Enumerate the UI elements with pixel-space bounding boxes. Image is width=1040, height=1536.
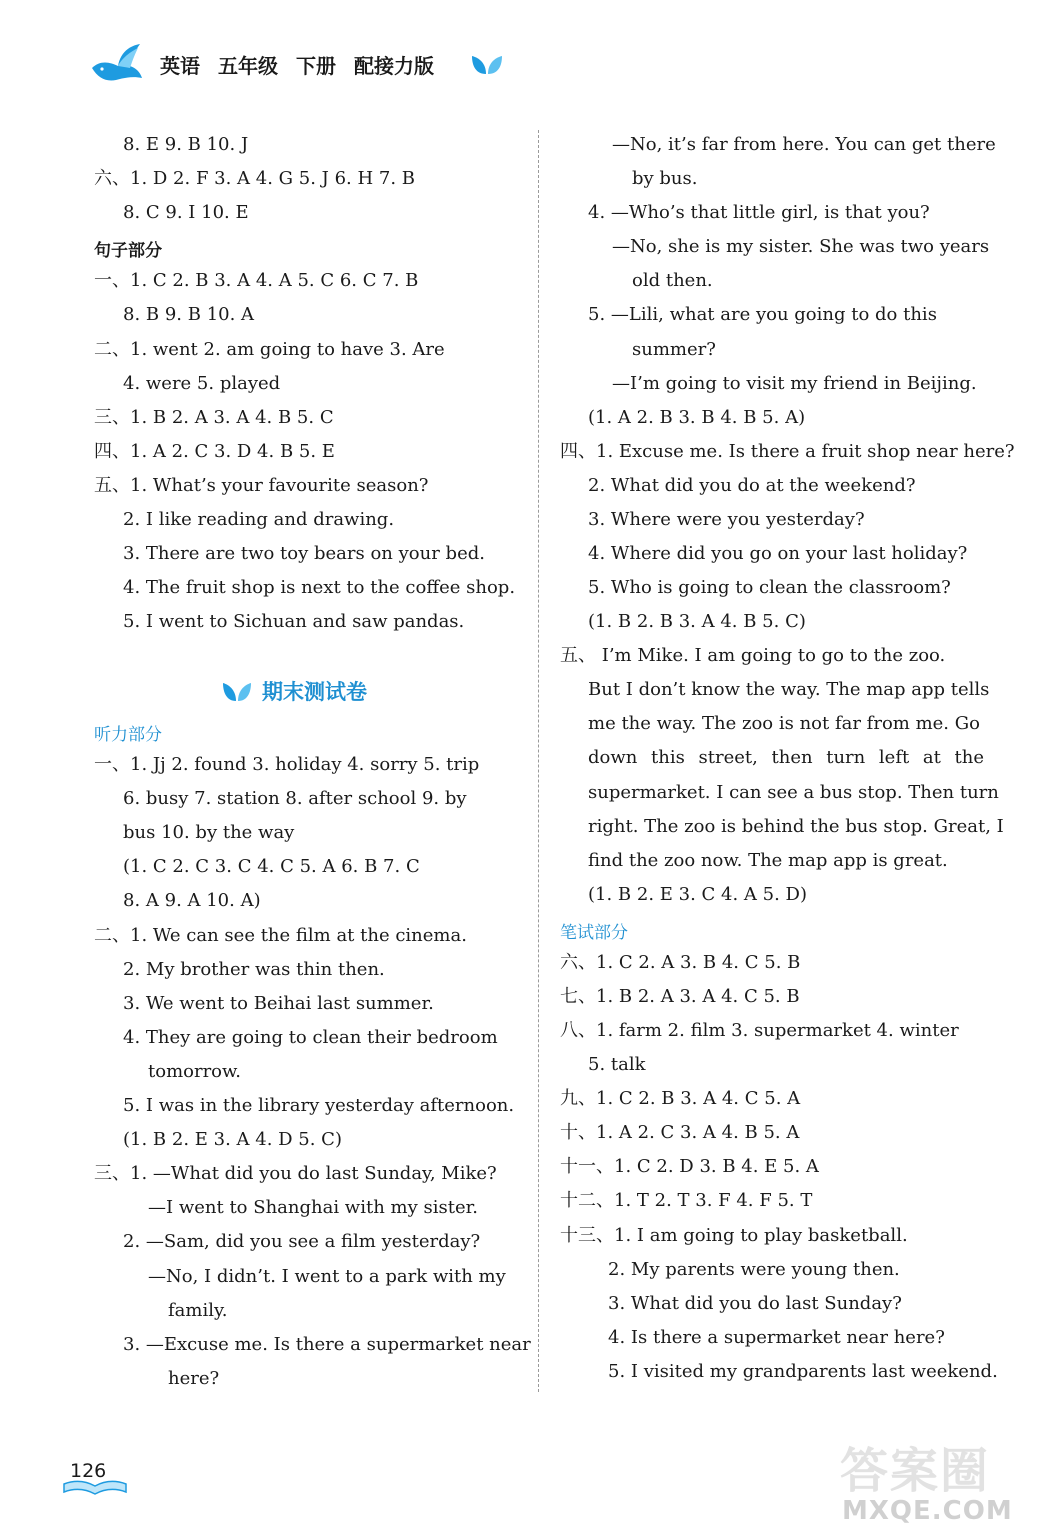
section-heading-written: 笔试部分 [560, 923, 628, 943]
answer-line: (1. B 2. E 3. C 4. A 5. D) [588, 884, 807, 905]
section-heading-listening: 听力部分 [94, 725, 162, 745]
answer-line: 一、1. C 2. B 3. A 4. A 5. C 6. C 7. B [94, 270, 419, 291]
answer-line: 十、1. A 2. C 3. A 4. B 5. A [560, 1122, 800, 1143]
answer-line: But I don’t know the way. The map app tells [588, 679, 990, 700]
column-divider [538, 130, 539, 1392]
answer-line: 4. were 5. played [123, 373, 281, 394]
answer-line: 4. The fruit shop is next to the coffee shop. [123, 577, 516, 598]
answer-line: (1. B 2. E 3. A 4. D 5. C) [123, 1129, 342, 1150]
answer-line: —I’m going to visit my friend in Beijing. [612, 373, 977, 394]
exam-title [222, 676, 367, 706]
answer-line: 九、1. C 2. B 3. A 4. C 5. A [560, 1088, 801, 1109]
answer-line: 八、1. farm 2. film 3. supermarket 4. winter [560, 1020, 959, 1041]
header-volume: 下册 [296, 54, 336, 78]
answer-line: 4. They are going to clean their bedroom [123, 1027, 498, 1048]
answer-line: 8. A 9. A 10. A) [123, 890, 261, 911]
answer-line: (1. B 2. B 3. A 4. B 5. C) [588, 611, 806, 632]
answer-line: 4. —Who’s that little girl, is that you? [588, 202, 930, 223]
answer-line: 二、1. We can see the film at the cinema. [94, 925, 467, 946]
leaf-icon [222, 679, 252, 703]
answer-line: 5. —Lili, what are you going to do this [588, 304, 937, 325]
answer-line: 二、1. went 2. am going to have 3. Are [94, 339, 445, 360]
answer-line: 2. What did you do at the weekend? [588, 475, 916, 496]
answer-line: right. The zoo is behind the bus stop. Great, I [588, 816, 1004, 837]
answer-line: 十三、1. I am going to play basketball. [560, 1225, 908, 1246]
watermark-url: MXQE.COM [842, 1496, 1013, 1526]
answer-line: here? [168, 1368, 220, 1389]
answer-line: down this street, then turn left at the [588, 747, 984, 768]
answer-line: 5. Who is going to clean the classroom? [588, 577, 951, 598]
answer-line: find the zoo now. The map app is great. [588, 850, 948, 871]
answer-line: —I went to Shanghai with my sister. [148, 1197, 478, 1218]
header-edition: 配接力版 [354, 54, 434, 78]
answer-line: 4. Where did you go on your last holiday? [588, 543, 968, 564]
answer-line: 5. I went to Sichuan and saw pandas. [123, 611, 465, 632]
answer-line: by bus. [632, 168, 698, 189]
answer-line: 8. C 9. I 10. E [123, 202, 249, 223]
page-number [62, 1456, 128, 1496]
answer-line: 3. There are two toy bears on your bed. [123, 543, 485, 564]
page-header [0, 0, 1040, 100]
answer-line: 6. busy 7. station 8. after school 9. by [123, 788, 467, 809]
exam-title-text: 期末测试卷 [262, 680, 367, 704]
answer-line: 三、1. B 2. A 3. A 4. B 5. C [94, 407, 334, 428]
answer-line: 8. B 9. B 10. A [123, 304, 255, 325]
answer-line: 四、1. Excuse me. Is there a fruit shop near here? [560, 441, 1015, 462]
answer-line: me the way. The zoo is not far from me. Go [588, 713, 980, 734]
answer-line: 8. E 9. B 10. J [123, 134, 249, 155]
answer-line: 十一、1. C 2. D 3. B 4. E 5. A [560, 1156, 819, 1177]
answer-line: (1. A 2. B 3. B 4. B 5. A) [588, 407, 806, 428]
answer-line: 三、1. —What did you do last Sunday, Mike? [94, 1163, 497, 1184]
answer-line: 3. Where were you yesterday? [588, 509, 865, 530]
answer-line: tomorrow. [148, 1061, 242, 1082]
answer-line: 四、1. A 2. C 3. D 4. B 5. E [94, 441, 335, 462]
answer-line: 一、1. Jj 2. found 3. holiday 4. sorry 5. trip [94, 754, 480, 775]
answer-line: 5. I visited my grandparents last weekend. [608, 1361, 998, 1382]
header-grade: 五年级 [218, 54, 278, 78]
watermark [836, 1432, 1032, 1532]
answer-line: 五、1. What’s your favourite season? [94, 475, 429, 496]
header-subject: 英语 [160, 54, 200, 78]
watermark-logo: 答案圈 [840, 1443, 991, 1499]
answer-line: 2. I like reading and drawing. [123, 509, 395, 530]
answer-line: 2. My parents were young then. [608, 1259, 900, 1280]
answer-line: —No, it’s far from here. You can get there [612, 134, 996, 155]
bird-logo-icon [90, 40, 144, 86]
answer-line: 六、1. C 2. A 3. B 4. C 5. B [560, 952, 801, 973]
page-number-text: 126 [70, 1460, 107, 1482]
answer-line: —No, I didn’t. I went to a park with my [148, 1266, 506, 1287]
answer-line: 3. What did you do last Sunday? [608, 1293, 902, 1314]
answer-line: 4. Is there a supermarket near here? [608, 1327, 945, 1348]
section-heading-sentences: 句子部分 [94, 241, 162, 261]
leaves-icon [470, 52, 504, 78]
answer-line: 2. —Sam, did you see a film yesterday? [123, 1231, 481, 1252]
answer-line: (1. C 2. C 3. C 4. C 5. A 6. B 7. C [123, 856, 420, 877]
answer-line: 2. My brother was thin then. [123, 959, 385, 980]
answer-line: 六、1. D 2. F 3. A 4. G 5. J 6. H 7. B [94, 168, 416, 189]
answer-line: summer? [632, 339, 716, 360]
answer-line: old then. [632, 270, 713, 291]
answer-line: 3. We went to Beihai last summer. [123, 993, 434, 1014]
answer-line: bus 10. by the way [123, 822, 295, 843]
answer-line: 十二、1. T 2. T 3. F 4. F 5. T [560, 1190, 813, 1211]
answer-line: 五、 I’m Mike. I am going to go to the zoo. [560, 645, 946, 666]
answer-line: 5. talk [588, 1054, 646, 1075]
answer-line: —No, she is my sister. She was two years [612, 236, 990, 257]
answer-line: supermarket. I can see a bus stop. Then turn [588, 782, 999, 803]
answer-line: 七、1. B 2. A 3. A 4. C 5. B [560, 986, 800, 1007]
answer-line: family. [168, 1300, 228, 1321]
answer-line: 3. —Excuse me. Is there a supermarket near [123, 1334, 531, 1355]
answer-line: 5. I was in the library yesterday afternoon. [123, 1095, 515, 1116]
